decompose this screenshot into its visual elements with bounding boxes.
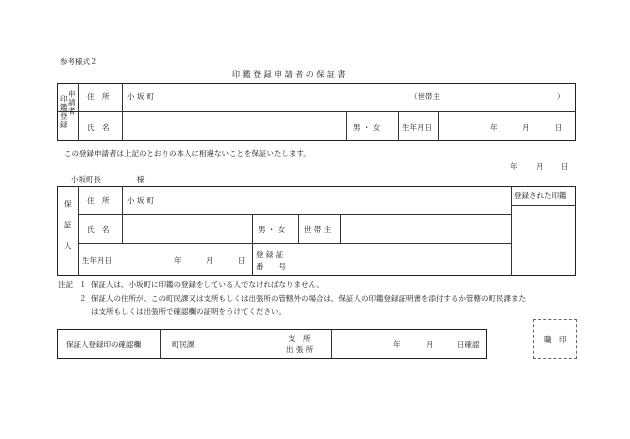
note-2b: は支所もしくは出張所で確認欄の証明をうけてください。 (91, 307, 286, 316)
guarantor-day: 日 (238, 256, 246, 265)
applicant-household-close: ） (557, 92, 565, 101)
guarantor-month: 月 (206, 256, 214, 265)
mayor-honorific: 様 (137, 175, 145, 184)
confirm-confirmed: 日確認 (457, 340, 480, 349)
note-1: 保証人は、小坂町に印鑑の登録をしている人でなければなりません。 (91, 280, 324, 289)
applicant-side-label: 印鑑登録 (59, 95, 69, 129)
notes-prefix: 注記 (58, 280, 73, 289)
confirm-branch: 支 所 (288, 334, 311, 343)
guarantor-address-label: 住 所 (87, 196, 110, 205)
note-2a: 保証人の住所が、この町民課又は支所もしくは出張所の管轄外の場合は、保証人の印鑑登録証明書を添付するか管轄の町民課また (91, 294, 526, 303)
reg-no-label-2: 番 号 (256, 262, 286, 271)
applicant-year: 年 (490, 123, 498, 132)
guarantor-side-label: 保 証 人 (63, 200, 73, 253)
applicant-sex: 男 ・ 女 (353, 123, 381, 132)
mayor-title: 小坂町長 (71, 175, 101, 184)
staff-seal-label: 職 印 (544, 335, 567, 344)
confirm-dept: 町民課 (172, 340, 195, 349)
form-label: 参考様式２ (60, 57, 98, 66)
guarantor-year: 年 (174, 256, 182, 265)
page-title: 印 鑑 登 録 申 請 者 の 保 証 書 (232, 70, 346, 79)
note-1-number: １ (79, 280, 87, 289)
applicant-address-label: 住 所 (87, 92, 110, 101)
guarantor-name-label: 氏 名 (87, 225, 110, 234)
confirm-office: 出 張 所 (286, 345, 314, 354)
applicant-name-label: 氏 名 (87, 123, 110, 132)
guarantor-sex: 男 ・ 女 (258, 225, 286, 234)
guarantor-address-value: 小 坂 町 (127, 196, 155, 205)
applicant-day: 日 (555, 123, 563, 132)
confirm-month: 月 (426, 340, 434, 349)
date-day: 日 (561, 162, 569, 171)
date-month: 月 (536, 162, 544, 171)
confirm-year: 年 (393, 340, 401, 349)
note-2-number: ２ (79, 294, 87, 303)
applicant-month: 月 (522, 123, 530, 132)
reg-no-label: 登 録 証 (256, 250, 284, 259)
guarantor-household-head: 世 帯 主 (304, 225, 332, 234)
certify-text: この登録申請者は上記のとおりの本人に相違ないことを保証いたします。 (64, 149, 311, 158)
applicant-address-value: 小 坂 町 (127, 92, 155, 101)
confirm-label: 保証人登録印の確認欄 (66, 340, 141, 349)
date-year: 年 (510, 162, 518, 171)
applicant-household-head: （世帯主 (410, 92, 440, 101)
guarantor-birth-label: 生年月日 (82, 256, 112, 265)
applicant-birth-label: 生年月日 (402, 123, 432, 132)
registered-seal-label: 登録された印鑑 (514, 191, 567, 200)
applicant-side-label-2: 申請者 (67, 90, 77, 116)
